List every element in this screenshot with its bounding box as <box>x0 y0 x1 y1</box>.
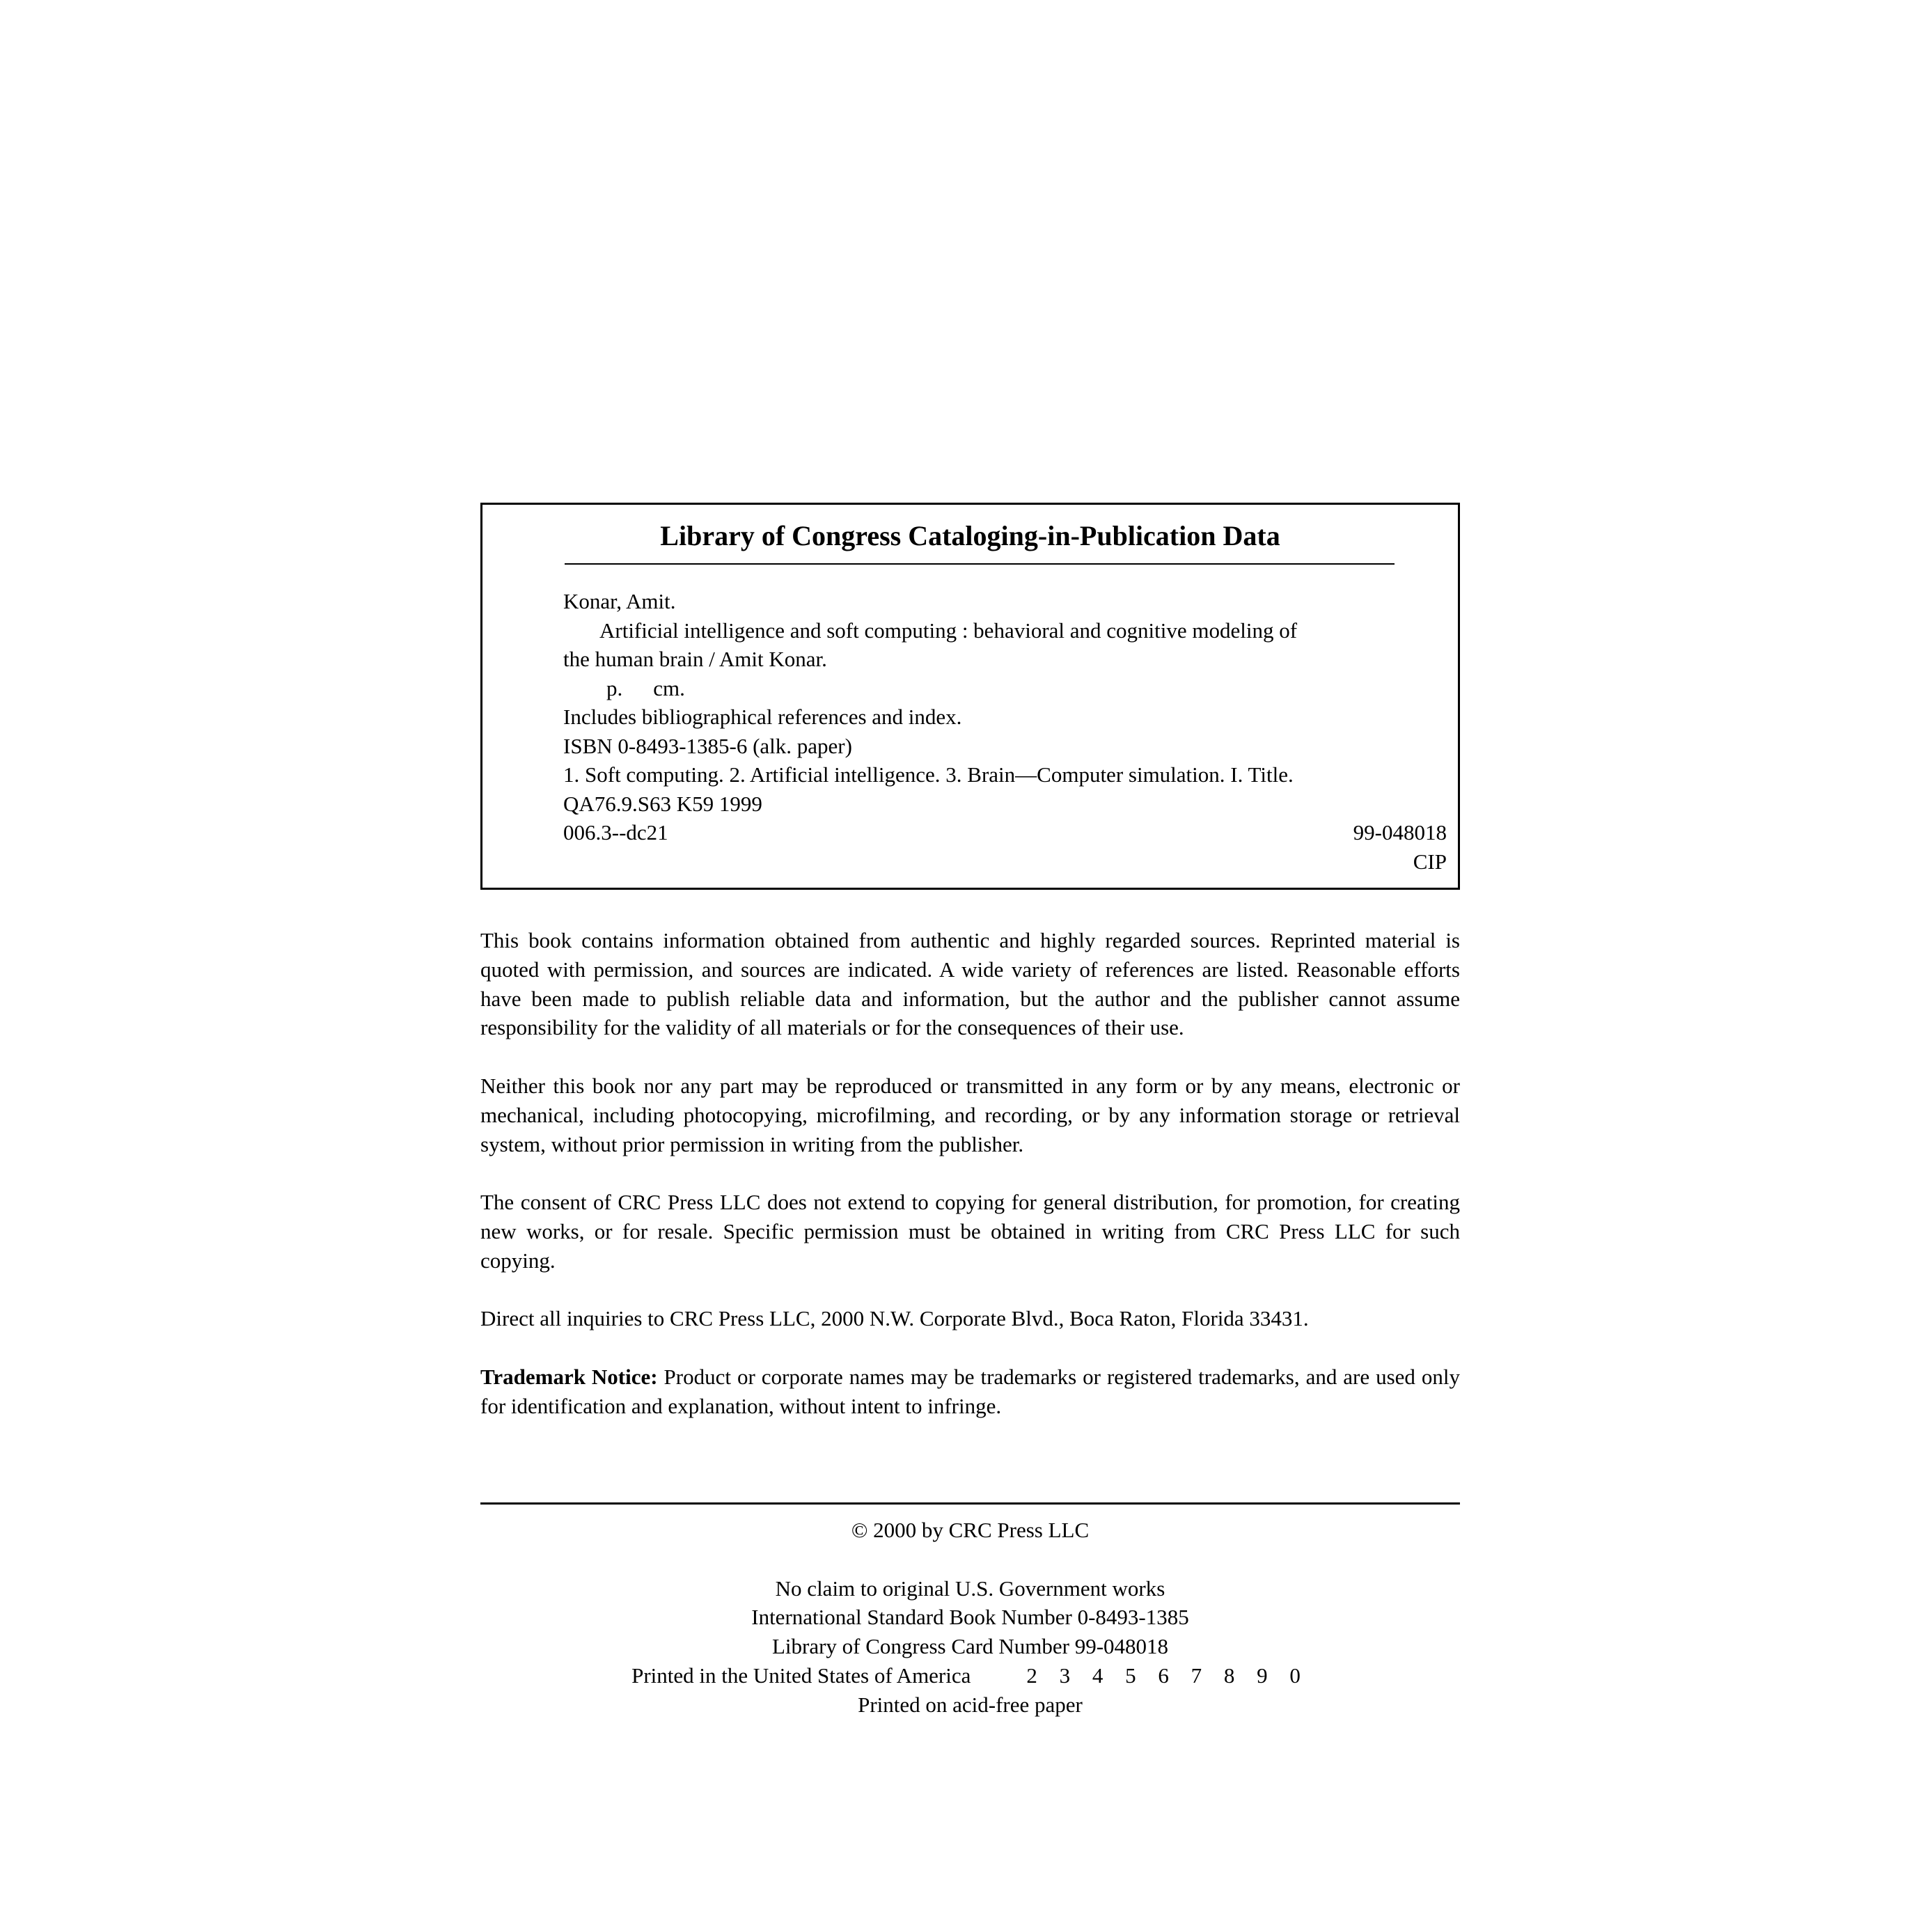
cip-size-label: cm. <box>653 675 685 700</box>
cip-data-box <box>480 503 1460 890</box>
copyright-rule <box>480 1502 1460 1505</box>
cip-pages-label: p. <box>606 675 623 700</box>
inquiries-notice: Direct all inquiries to CRC Press LLC, 2000 N.W. Corporate Blvd., Boca Raton, Florida 33431. <box>480 1306 1309 1331</box>
trademark-notice <box>480 1362 1460 1421</box>
cip-lccn: 99-048018 <box>1353 820 1447 845</box>
no-claim-line: No claim to original U.S. Government works <box>775 1576 1165 1601</box>
cip-physical-description <box>563 674 1447 703</box>
trademark-text: Product or corporate names may be trademarks or registered trademarks, and are used only for identification and explanation, without intent to infringe. <box>480 1364 1461 1418</box>
cip-label: CIP <box>1413 849 1447 874</box>
reproduction-notice: Neither this book nor any part may be reproduced or transmitted in any form or by any means, electronic or mechanical, including photocopying, microfilming, and recording, or by any information storage or retrieval system, without prior permission in writing from the publisher. <box>480 1073 1460 1156</box>
isbn-line: International Standard Book Number 0-8493-1385 <box>751 1605 1189 1630</box>
cip-title-rule <box>565 563 1395 565</box>
print-run-numbers: 2 3 4 5 6 7 8 9 0 <box>1026 1663 1309 1688</box>
cip-body <box>563 587 1447 876</box>
cip-isbn: ISBN 0-8493-1385-6 (alk. paper) <box>563 733 852 758</box>
cip-dewey: 006.3--dc21 <box>563 820 668 845</box>
acid-free-line: Printed on acid-free paper <box>858 1692 1083 1717</box>
copyright-gap <box>480 1545 1460 1574</box>
legal-notices <box>480 926 1460 1450</box>
consent-notice: The consent of CRC Press LLC does not extend to copying for general distribution, for promotion, for creating new works, or for resale. Specific permission must be obtained in writing from CRC Press LLC for such copying. <box>480 1190 1460 1273</box>
sources-notice: This book contains information obtained from authentic and highly regarded sources. Reprinted material is quoted with permission, and sources are indicated. A wide variety of references are listed. Reasonable efforts have been made to publish reliable data and information, but the author and the publisher cannot assume responsibility for the validity of all materials or for the consequences of their use. <box>480 928 1460 1040</box>
printed-in-line <box>480 1661 1460 1690</box>
cip-title-line-2: the human brain / Amit Konar. <box>563 647 827 671</box>
cip-lc-class: QA76.9.S63 K59 1999 <box>563 791 762 816</box>
cip-dewey-row <box>563 818 1447 847</box>
cip-bibliography-note: Includes bibliographical references and index. <box>563 705 962 729</box>
cip-author: Konar, Amit. <box>563 589 676 613</box>
cip-title-line-1: Artificial intelligence and soft computing : behavioral and cognitive modeling of <box>599 618 1298 643</box>
copyright-block <box>480 1516 1460 1720</box>
cip-title: Library of Congress Cataloging-in-Publication Data <box>660 520 1280 551</box>
printed-in-text: Printed in the United States of America <box>631 1663 971 1688</box>
cip-subjects: 1. Soft computing. 2. Artificial intelligence. 3. Brain—Computer simulation. I. Title. <box>563 762 1294 787</box>
trademark-label: Trademark Notice: <box>480 1364 658 1389</box>
copyright-line: © 2000 by CRC Press LLC <box>851 1518 1090 1542</box>
lccn-line: Library of Congress Card Number 99-048018 <box>771 1634 1169 1659</box>
